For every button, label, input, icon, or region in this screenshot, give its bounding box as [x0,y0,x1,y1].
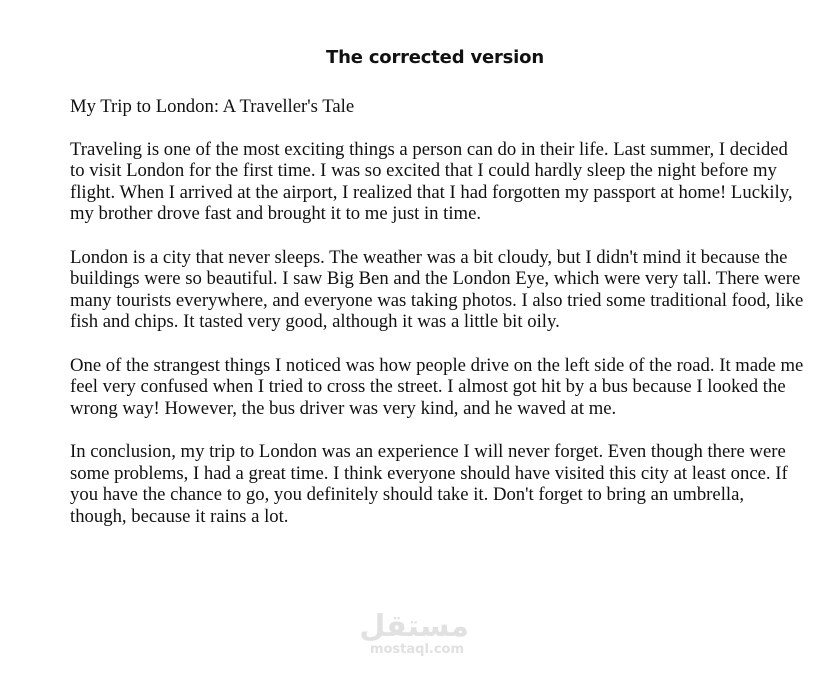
mostaql-watermark [359,609,469,657]
mostaql-logo: مستقل [359,609,469,644]
paragraph-2: London is a city that never sleeps. The weather was a bit cloudy, but I didn't mind it because the buildings were so beautiful. I saw Big Ben and the London Eye, which were very tall. There were many tourists everywhere, and everyone was taking photos. I also tried some traditional food, like fish and chips. It tasted very good, although it was a little bit oily. [70,246,804,333]
paragraph-3: One of the strangest things I noticed was how people drive on the left side of the road. It made me feel very confused when I tried to cross the street. I almost got hit by a bus because I looked the wrong way! However, the bus driver was very kind, and he waved at me. [70,354,804,419]
paragraph-1: Traveling is one of the most exciting things a person can do in their life. Last summer, I decided to visit London for the first time. I was so excited that I could hardly sleep the night before my flight. When I arrived at the airport, I realized that I had forgotten my passport at home! Luckily, my brother drove fast and brought it to me just in time. [70,138,793,225]
document-title: My Trip to London: A Traveller's Tale [70,96,355,117]
document-body [70,96,805,549]
mostaql-domain: mostaql.com [369,642,465,657]
page-heading: The corrected version [326,47,544,68]
paragraph-4: In conclusion, my trip to London was an experience I will never forget. Even though there were some problems, I had a great time. I think everyone should have visited this city at least once. If you have the chance to go, you definitely should take it. Don't forget to bring an umbrella, though, because it rains a lot. [70,440,788,527]
